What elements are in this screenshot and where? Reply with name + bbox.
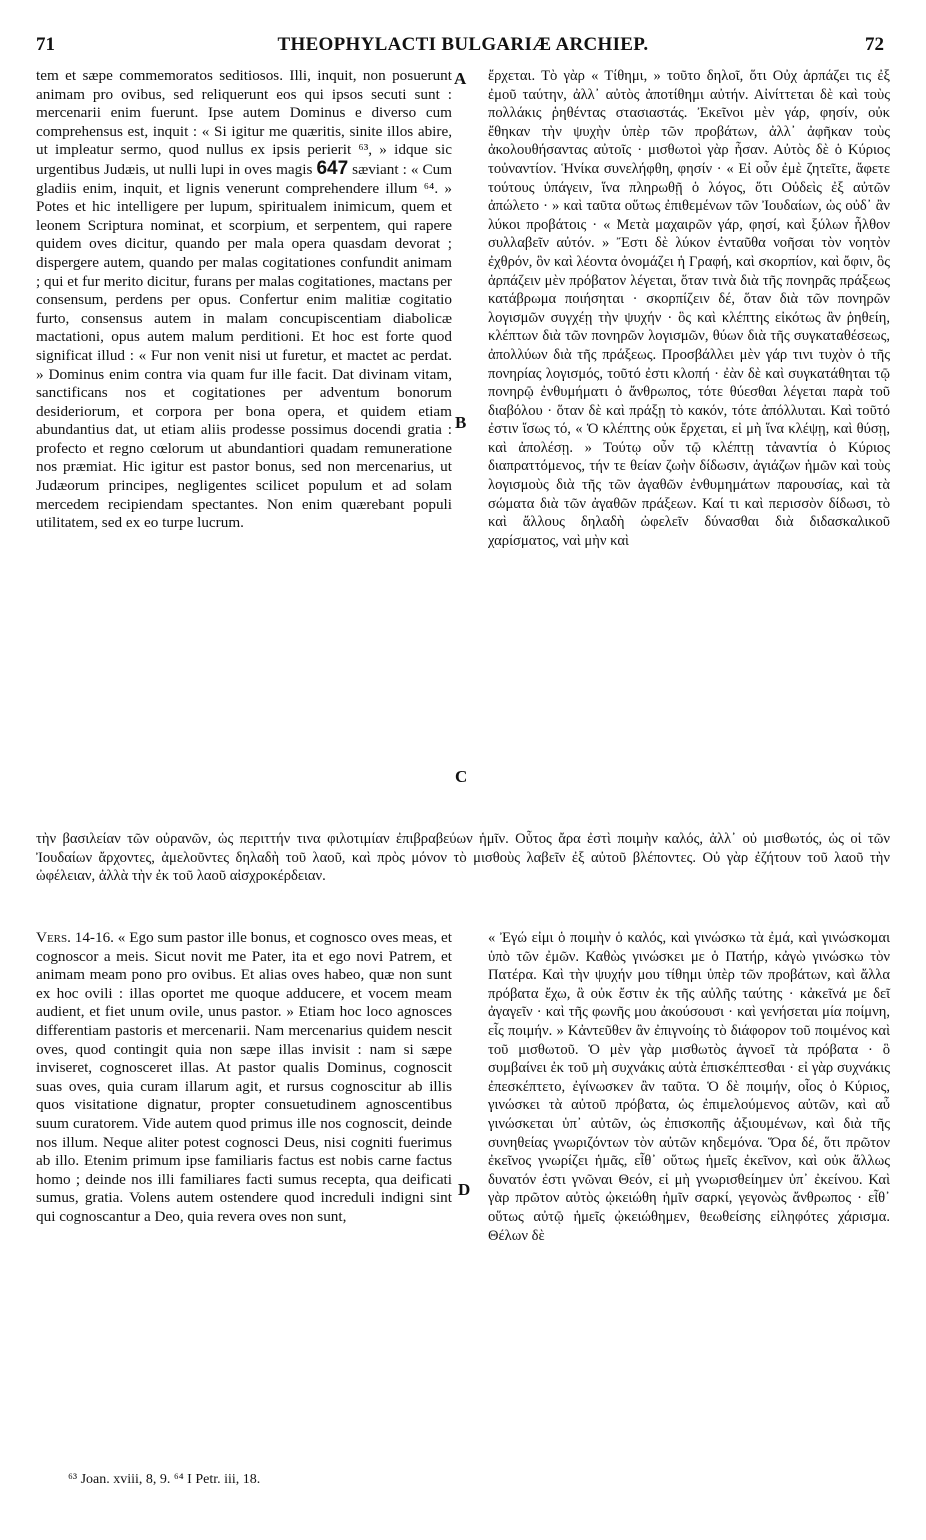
page-number-right: 72	[865, 34, 884, 55]
running-title: THEOPHYLACTI BULGARIÆ ARCHIEP.	[277, 34, 649, 55]
margin-letter-a: A	[454, 69, 467, 88]
running-header	[30, 30, 896, 58]
latin-text-before-colnum: tem et sæpe commemoratos seditiosos. Illi, inquit, non posuerunt animam pro ovibus, sed reliquerunt eos qui ipsos secuti sunt : mercenarii enim fuerunt. Ipse autem Dominus e diverso cum comprehensus est, inquit : « Si igitur me quæritis, sinite illos abire, ut impleatur sermo, quod nullus ex ipsis perierit ⁶³, » idque sic urgentibus Judæis, ut nulli lupi in oves magis	[36, 67, 452, 178]
latin-paragraph-bottom	[36, 929, 452, 1227]
latin-column-bottom	[36, 929, 452, 1439]
page-number-left: 71	[36, 34, 55, 55]
greek-column-top	[488, 67, 890, 837]
greek-paragraph-bottom: « Ἐγώ εἰμι ὁ ποιμὴν ὁ καλός, καὶ γινώσκω τὰ ἐμά, καὶ γινώσκομαι ὑπὸ τῶν ἐμῶν. Καθὼς γινώσκει με ὁ Πατήρ, κἀγὼ γινώσκω τὸν Πατέρα. Καὶ τὴν ψυχήν μου τίθημι ὑπὲρ τῶν προβάτων, καὶ ἄλλα πρόβατα ἔχω, ἃ οὐκ ἔστιν ἐκ τῆς αὐλῆς ταύτης · κἀκεῖνά με δεῖ ἀγαγεῖν · καὶ τῆς φωνῆς μου ἀκούσουσι · καὶ γενήσεται μία ποίμνη, εἷς ποιμήν. » Κἀντεῦθεν ἂν ἐπιγνοίης τὸ διάφορον τοῦ ποιμένος καὶ τοῦ μισθωτοῦ. Ὁ μὲν γὰρ μισθωτὸς ἀγνοεῖ τὰ πρόβατα · ὃ συμβαίνει ἐκ τοῦ μὴ συχνάκις αὐτὰ ἐπισκέπτεσθαι · εἰ γὰρ συχνάκις ἐπεσκέπτετο, ἐγίνωσκεν ἂν ταῦτα. Ὁ δὲ ποιμήν, οἷος ὁ Κύριος, γινώσκει τὰ αὐτοῦ πρόβατα, ὡς ἐπιμελούμενος αὐτῶν, καὶ αὖ γινώσκεται ὑπ᾽ αὐτῶν, ὡς ἐπισκοπῆς ἀξιουμένων, καὶ διὰ τῆς συνηθείας γνωριζόντων τὸν αὐτῶν κηδεμόνα. Ὅρα δέ, ὅτι πρῶτον ἐκεῖνος γνωρίζει ἡμᾶς, εἶθ᾽ οὕτως ἡμεῖς ἐκεῖνον, καὶ οὐκ ἄλλως δυνατόν ἐστι γνῶναι Θεόν, εἰ μὴ γνωρισθείημεν ὑπ᾽ ἐκείνου. Καὶ γὰρ πρῶτον αὐτὸς ᾠκειώθη ἡμῖν σαρκί, γεγονὼς ἄνθρωπος · εἶθ᾽ οὕτως αὐτῷ ἡμεῖς ᾠκειώθημεν, θεωθείσης εἰληφότες χάρισμα. Θέλων δὲ	[488, 930, 890, 1244]
margin-letter-c: C	[455, 767, 468, 786]
footnotes: ⁶³ Joan. xviii, 8, 9. ⁶⁴ I Petr. iii, 18.	[68, 1472, 261, 1487]
greek-paragraph-top: ἔρχεται. Τὸ γὰρ « Τίθημι, » τοῦτο δηλοῖ, ὅτι Οὐχ ἁρπάζει τις ἐξ ἐμοῦ ταύτην, ἀλλ᾽ αὐτὸς ἀποτίθημι αὐτήν. Αἰνίττεται δὲ καὶ τοὺς πολλάκις ῥηθέντας στασιαστάς. Ἐκεῖνοι μὲν γάρ, φησίν, οὐκ ἔθηκαν τὴν ψυχὴν ὑπὲρ τῶν προβάτων, ἀλλ᾽ ἀφῆκαν τοὺς ἀκολουθήσαντας αὐτοῖς · μισθωτοὶ γὰρ ἦσαν. Αὐτὸς δὲ ὁ Κύριος τοὐναντίον. Ἡνίκα συνελήφθη, φησίν · « Εἰ οὖν ἐμὲ ζητεῖτε, ἄφετε τούτους ὑπάγειν, ἵνα πληρωθῇ ὁ λόγος, ὅτι Οὐδεὶς ἐξ αὐτῶν ἀπώλετο · » καὶ ταῦτα οὕτως ἐπιθεμένων τῶν Ἰουδαίων, ὡς οὐδ᾽ ἂν λύκοι προβάτοις · « Μετὰ μαχαιρῶν γάρ, φησί, καὶ ξύλων ἦλθον συλλαβεῖν αὐτόν. » Ἔστι δὲ λύκον ἐνταῦθα νοῆσαι τὸν νοητὸν ἐχθρόν, ὃν καὶ λέοντα ὀνομάζει ἡ Γραφή, καὶ σκορπίον, καὶ ὄφιν, ὃς ἁρπάζειν μὲν πρόβατον λέγεται, ὅταν τινὰ διὰ τῆς πονηρᾶς πράξεως κατάβρωμα ποιήσηται · σκορπίζειν δέ, ὅταν διὰ τῶν πονηρῶν λογισμῶν συγχέῃ τὴν ψυχήν · ὃς καὶ κλέπτης εἰκότως ἂν ῥηθείη, κλέπτων διὰ τῶν πονηρῶν λογισμῶν, θύων διὰ τῆς συγκαταθέσεως, ἀπολλύων διὰ τῆς πράξεως. Προσβάλλει μὲν γάρ τινι τυχὸν ὁ τῆς πονηρίας λογισμός, τοῦτό ἐστι κλοπή · ἐὰν δὲ καὶ συγκατάθηται τῷ πονηρῷ ἐνθυμήματι ὁ ἄνθρωπος, τότε θύεσθαι λέγεται παρὰ τοῦ διαβόλου · ὅταν δὲ καὶ πράξῃ τὸ κακόν, τότε ἀπόλλυται. Καὶ τοῦτό ἐστιν ἴσως τό, « Ὁ κλέπτης οὐκ ἔρχεται, εἰ μὴ ἵνα κλέψῃ, καὶ θύσῃ, καὶ ἀπολέσῃ. » Τούτῳ οὖν τῷ κλέπτῃ τἀναντία ὁ Κύριος διαπραττόμενος, τήν τε θείαν ζωὴν δίδωσιν, ἁγιάζων ἡμῶν καὶ τοὺς λογισμοὺς διὰ τῆς τῶν ἀγαθῶν ἐνθυμημάτων παρουσίας, καὶ τὰ σώματα διὰ τῶν ἀγαθῶν πράξεων. Καί τι καὶ περισσὸν δίδωσι, τὸ καὶ ἄλλους δηλαδὴ ὠφελεῖν δύνασθαι διὰ διδασκαλικοῦ χαρίσματος, ναὶ μὴν καὶ	[488, 68, 890, 549]
latin-column-top	[36, 67, 452, 837]
latin-text-after-colnum: sæviant : « Cum gladiis enim, inquit, et lignis venerunt comprehendere illum ⁶⁴. » Potes et hic intelligere per lupum, spiritualem inimicum, quem et leonem Scriptura nominat, et scorpium, et serpentem, qui rapere quidem oves dicitur, quando per mala opera quasdam devorat ; dispergere autem, quando per malas cogitationes confundit animam ; qui et fur merito dicitur, furans per malas cogitationes, mactans per consensum, perdens per opus. Confertur enim malitiæ cogitatio furto, consensus autem in malam concupiscentiam diabolicæ mactationi, opus autem malum perditioni. Et hoc est forte quod significat illud : « Fur non venit nisi ut furetur, et mactet ac perdat. » Dominus enim contra via quam fur ille facit. Dat divinam vitam, sanctificans nos et cogitationes per adventum bonorum desideriorum, et corpora per bona opera, et quidem etiam abundantius dat, ut etiam aliis prodesse possimus docendi gratia : profecto et regno cœlorum ut abundantiori quadam remuneratione nos præmiat. Hic igitur est pastor bonus, sed non mercenarius, ut Judæorum principes, negligentes scilicet populum et ad solam mercedem recipiendam spectantes. Non enim quærebant populi utilitatem, sed ex eo turpe lucrum.	[36, 160, 453, 532]
greek-wide-paragraph: τὴν βασιλείαν τῶν οὐρανῶν, ὡς περιττήν τινα φιλοτιμίαν ἐπιβραβεύων ἡμῖν. Οὗτος ἄρα ἐστὶ ποιμὴν καλός, ἀλλ᾽ οὐ μισθωτός, ὡς οἱ τῶν Ἰουδαίων ἄρχοντες, ἀμελοῦντες δηλαδὴ τοῦ λαοῦ, καὶ πρὸς μόνον τὸ μισθοὺς λαβεῖν ἐξ αὐτοῦ βλέποντες. Οὐ γὰρ ἐζήτουν τοῦ λαοῦ τὴν ὠφέλειαν, ἀλλὰ τὴν ἐκ τοῦ λαοῦ αἰσχροκέρδειαν.	[36, 831, 890, 885]
margin-letter-d: D	[458, 1180, 471, 1199]
greek-column-bottom	[488, 929, 890, 1439]
latin-paragraph-top	[36, 67, 452, 533]
column-number-marker: 647	[316, 157, 349, 179]
latin-bottom-text: « Ego sum pastor ille bonus, et cognosco oves meas, et cognoscor a meis. Sicut novit me Pater, ita et ego novi Patrem, et animam meam pono pro ovibus. Et alias oves habeo, quæ non sunt ex hoc ovili : illas oportet me quoque adducere, et vocem meam audient, et fiet unum ovile, unus pastor. » Etiam hoc loco agnosces differentiam pastoris et mercenarii. Nam mercenarius quidem nescit oves, quod contingit quia non sæpe illas invisit : nam si sæpe inviseret, cognosceret illas. At pastor qualis Dominus, cognoscit suas oves, quia curam illarum agit, et rursus cognoscitur ab illis quos visitatione dignatur, propter consuetudinem agnoscentibus suum curatorem. Vide autem quod primus ille nos cognoscit, deinde nos illum. Neque aliter potest cognosci Deus, nisi cogniti fuerimus ab illo. Etenim primum ipse familiaris factus est nobis carne factus homo ; deinde nos illi familiares facti sumus recepta, qua deificati sumus, gratia. Volens autem ostendere quod increduli indigni sint qui cognoscantur a Deo, quia revera oves non sunt,	[36, 929, 452, 1225]
margin-letter-b: B	[455, 413, 467, 432]
greek-full-width-passage	[36, 830, 890, 926]
verse-label: Vers. 14-16.	[36, 929, 114, 946]
